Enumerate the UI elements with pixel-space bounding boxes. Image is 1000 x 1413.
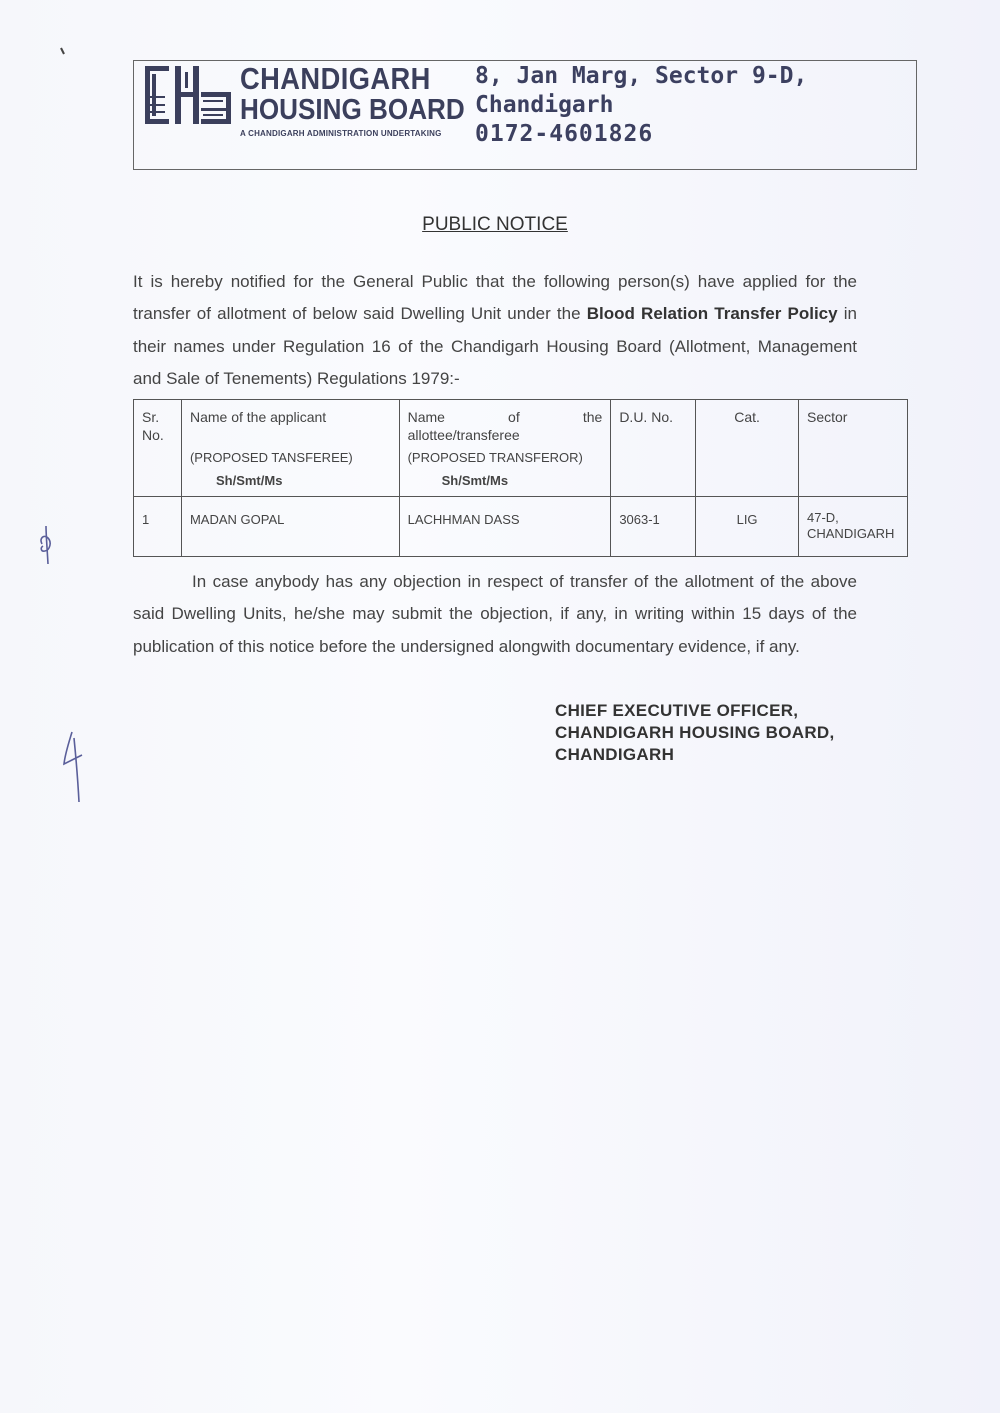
- intro-text-before: It is hereby notified for the General Public that the following person(s) have applied for the transfer of allotment of below said Dwelling Unit under the: [133, 272, 857, 324]
- header-applicant-label: Name of the applicant: [189, 409, 327, 425]
- address-line1: 8, Jan Marg, Sector 9-D,: [475, 63, 808, 89]
- handwritten-initial-mark: [36, 524, 58, 568]
- header-sr-no: Sr. No.: [134, 400, 182, 497]
- header-allottee: [399, 400, 611, 497]
- cell-sector: [798, 497, 907, 557]
- notice-title: PUBLIC NOTICE: [422, 214, 568, 235]
- header-applicant-salutation: Sh/Smt/Ms: [215, 473, 283, 488]
- cell-applicant: MADAN GOPAL: [181, 497, 399, 557]
- logo-tagline: A CHANDIGARH ADMINISTRATION UNDERTAKING: [240, 129, 442, 138]
- header-applicant: [181, 400, 399, 497]
- letterhead: [133, 60, 917, 170]
- cell-sr: 1: [134, 497, 182, 557]
- table-header-row: [134, 400, 908, 497]
- header-du-no: D.U. No.: [611, 400, 696, 497]
- chb-logo-mark: [143, 64, 235, 128]
- intro-paragraph: [133, 266, 857, 395]
- cell-du-no: 3063-1: [611, 497, 696, 557]
- address-line2: Chandigarh: [475, 92, 614, 118]
- signature-line2: CHANDIGARH HOUSING BOARD,: [555, 723, 835, 742]
- header-allottee-salutation: Sh/Smt/Ms: [441, 473, 509, 488]
- signature-block: [555, 700, 835, 766]
- logo-org-line2: HOUSING BOARD: [240, 94, 465, 126]
- ink-speck: [58, 46, 68, 56]
- header-cat: Cat.: [696, 400, 799, 497]
- logo-org-line1: CHANDIGARH: [240, 61, 431, 96]
- cell-sector-line2: CHANDIGARH: [806, 526, 895, 541]
- signature-line1: CHIEF EXECUTIVE OFFICER,: [555, 701, 799, 720]
- handwritten-signature-mark: [60, 728, 90, 806]
- header-allottee-line1: Name of the: [407, 409, 603, 425]
- cell-sector-line1: 47-D,: [806, 510, 839, 525]
- intro-policy-name: Blood Relation Transfer Policy: [586, 304, 838, 324]
- phone-number: 0172-4601826: [475, 121, 654, 147]
- cell-allottee: LACHHMAN DASS: [399, 497, 611, 557]
- header-allottee-line2: allottee/transferee: [407, 427, 520, 443]
- table-row: [134, 497, 908, 557]
- transfer-table: [133, 399, 908, 557]
- intro-text-after: in their names under Regulation 16 of the Chandigarh Housing Board (Allotment, Management and Sale of Tenements) Regulations 1979:-: [133, 304, 857, 388]
- signature-line3: CHANDIGARH: [555, 745, 675, 764]
- header-sector: Sector: [798, 400, 907, 497]
- objection-paragraph: In case anybody has any objection in respect of transfer of the allotment of the above said Dwelling Units, he/she may submit the objection, if any, in writing within 15 days of the publication of this notice before the undersigned alongwith documentary evidence, if any.: [133, 572, 857, 656]
- header-allottee-sub: (PROPOSED TRANSFEROR): [407, 450, 583, 465]
- header-applicant-sub: (PROPOSED TANSFEREE): [189, 450, 353, 465]
- cell-cat: LIG: [696, 497, 799, 557]
